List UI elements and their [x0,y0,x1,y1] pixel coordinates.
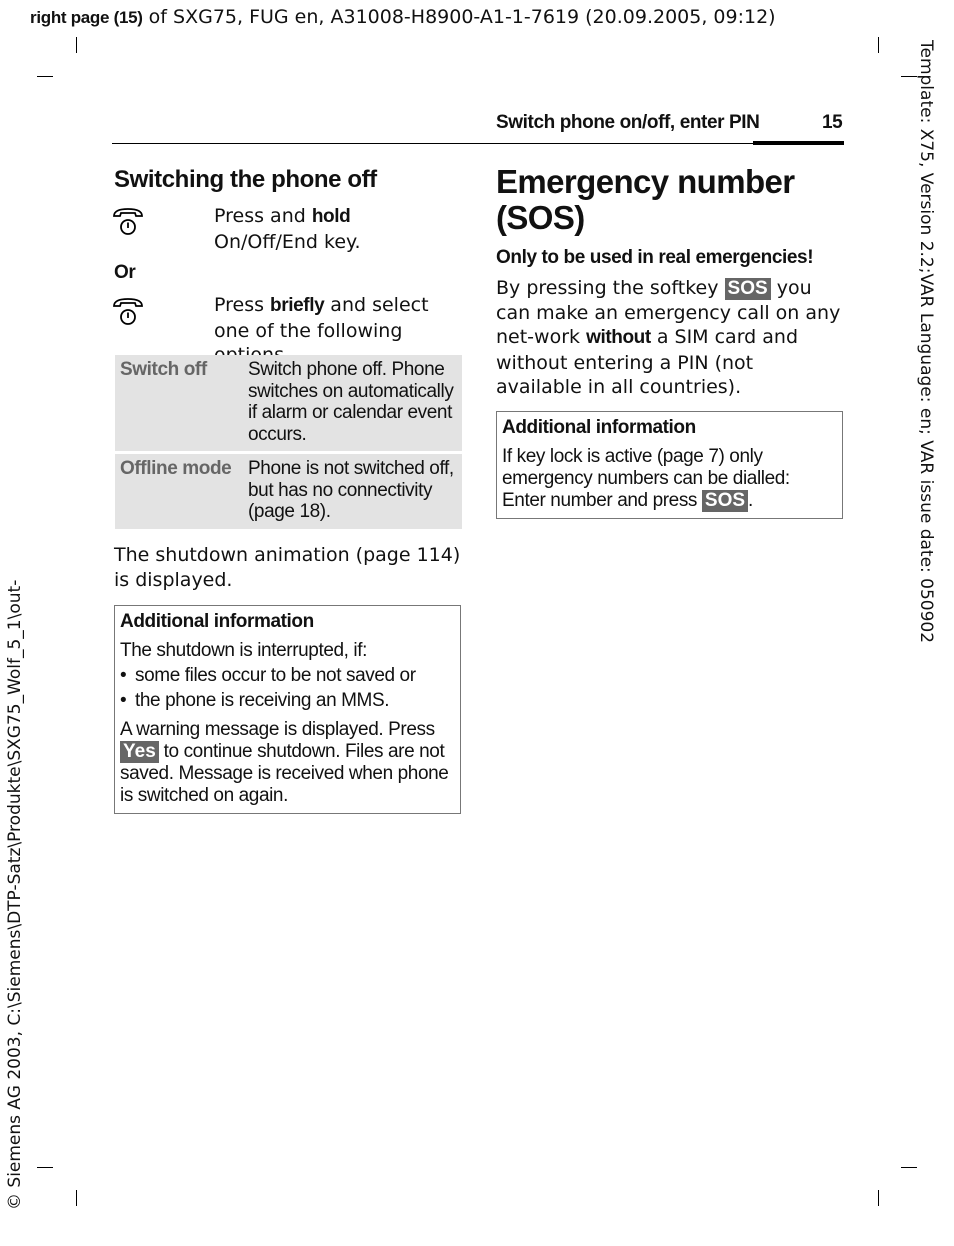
info-intro: The shutdown is interrupted, if: [120,640,368,661]
softkey-sos: SOS [702,490,748,512]
crop-mark [878,37,879,53]
end-call-key-icon [112,206,144,236]
info-bullet: • the phone is receiving an MMS. [120,690,390,711]
section-heading-emergency: Emergency number (SOS) [496,163,795,236]
info-warning-text: A warning message is displayed. Press Yes to continue shutdown. Files are not saved. Message is received when phone is switched on again. [120,719,449,806]
additional-info-box-sos [496,411,843,519]
or-label: Or [114,262,136,283]
copyright-path-vertical: © Siemens AG 2003, C:\Siemens\DTP-Satz\Produkte\SXG75_Wolf_5_1\out- [5,579,25,1210]
info-box-title: Additional information [120,611,314,632]
options-table [115,355,462,529]
option-row-offline-mode [115,451,462,529]
crop-mark [37,1167,53,1168]
softkey-yes: Yes [120,741,159,763]
info-sos-text: If key lock is active (page 7) only emergency numbers can be dialled: Enter number and press SOS . [502,446,790,511]
emergency-paragraph: By pressing the softkey SOS you can make an emergency call on any net-work without a SIM card and without entering a PIN (not available in all countries). [496,277,841,398]
option-description: Switch phone off. Phone switches on automatically if alarm or calendar event occurs. [248,359,454,445]
print-slug: right page (15) of SXG75, FUG en, A31008-H8900-A1-1-7619 (20.09.2005, 09:12) [30,6,776,28]
softkey-sos: SOS [725,278,771,300]
emergency-warning: Only to be used in real emergencies! [496,247,814,268]
shutdown-animation-text: The shutdown animation (page 114) is displayed. [114,544,461,591]
crop-mark [37,76,53,77]
page-number: 15 [822,112,843,133]
crop-mark [76,1190,77,1206]
header-rule [112,143,844,144]
template-info-vertical: Template: X75, Version 2.2;VAR Language: en; VAR issue date: 050902 [916,40,936,644]
additional-info-box-shutdown [114,605,461,814]
info-bullet: • some files occur to be not saved or [120,665,416,686]
crop-mark [76,37,77,53]
header-rule-accent [753,141,844,145]
option-term: Offline mode [120,458,232,479]
running-head: Switch phone on/off, enter PIN [496,112,760,133]
crop-mark [901,76,917,77]
crop-mark [878,1190,879,1206]
section-heading-switch-off: Switching the phone off [114,166,377,193]
end-call-key-icon [112,296,144,326]
info-box-title: Additional information [502,417,696,438]
step-hold-text: Press and hold On/Off/End key. [214,205,361,253]
step-briefly-text: Press briefly and select one of the following [214,294,429,342]
option-row-switch-off [115,355,462,451]
option-term: Switch off [120,359,207,380]
crop-mark [901,1167,917,1168]
option-description: Phone is not switched off, but has no connectivity (page 18). [248,458,454,522]
